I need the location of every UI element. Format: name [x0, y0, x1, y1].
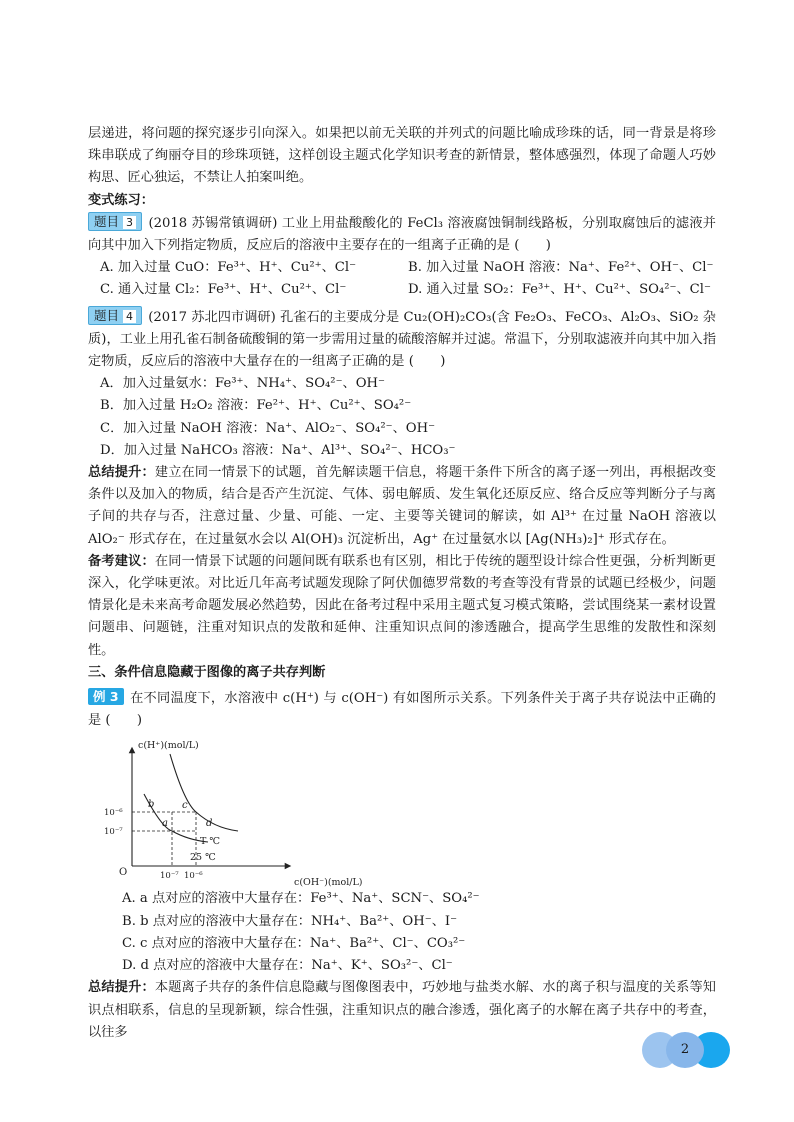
option-d: D．加入过量 NaHCO₃ 溶液：Na⁺、Al³⁺、SO₄²⁻、HCO₃⁻ — [100, 442, 456, 458]
document-body — [88, 123, 716, 1044]
question-4 — [88, 306, 716, 462]
example-3 — [88, 688, 716, 977]
exam-advice: 备考建议：在同一情景下试题的问题间既有联系也有区别，相比于传统的题型设计综合性更强，分析判断更深入，化学味更浓。对比近几年高考试题发现除了阿伏伽德罗常数的考查等没有背景的试题已经极少，问题情景化是未来高考命题发展必然趋势，因此在备考过程中采用主题式复习模式策略，尝试围绕某一素材设置问题串、问题链，注重对知识点的发散和延伸、注重知识点间的渗透融合，提高学生思维的发散性和深刻性。 — [88, 553, 716, 658]
series-label-25c: 25 ℃ — [190, 852, 216, 864]
question-4-text: (2017 苏北四市调研) 孔雀石的主要成分是 Cu₂(OH)₂CO₃(含 Fe₂O₃、FeCO₃、Al₂O₃、SiO₂ 杂质)，工业上用孔雀石制备硫酸铜的第一步需用过量的硫酸溶解并过滤。常温下，分别取滤液并向其中加入指定物质，反应后的溶液中大量存在的一组离子正确的是 ( ) — [88, 309, 716, 370]
summary-label: 总结提升： — [88, 980, 155, 996]
variant-heading: 变式练习： — [88, 192, 154, 208]
option-b: B. b 点对应的溶液中大量存在：NH₄⁺、Ba²⁺、OH⁻、I⁻ — [122, 913, 458, 929]
point-label-b: b — [148, 799, 155, 811]
page-number: 2 — [680, 1042, 690, 1057]
point-label-c: c — [182, 800, 188, 812]
page-number-badge — [642, 1032, 752, 1070]
option-c: C．加入过量 NaOH 溶液：Na⁺、AlO₂⁻、SO₄²⁻、OH⁻ — [100, 420, 436, 436]
option-a: A．加入过量氨水：Fe³⁺、NH₄⁺、SO₄²⁻、OH⁻ — [100, 376, 386, 392]
option-a: A. a 点对应的溶液中大量存在：Fe³⁺、Na⁺、SCN⁻、SO₄²⁻ — [122, 891, 480, 907]
y-axis-label: c(H⁺)(mol/L) — [138, 740, 199, 752]
y-tick-label: 10⁻⁶ — [104, 808, 123, 819]
intro-paragraph: 层递进，将问题的探究逐步引向深入。如果把以前无关联的并列式的问题比喻成珍珠的话，同一背景是将珍珠串联成了绚丽夺目的珍珠项链，这样创设主题式化学知识考查的新情景，整体感强烈，体现了命题人巧妙构思、匠心独运，不禁让人拍案叫绝。 — [88, 126, 716, 186]
x-tick-label: 10⁻⁶ — [184, 871, 203, 882]
question-tag: 题目 4 — [88, 306, 142, 325]
example-3-text: 在不同温度下，水溶液中 c(H⁺) 与 c(OH⁻) 有如图所示关系。下列条件关于离子共存说法中正确的是 ( ) — [88, 691, 716, 729]
x-axis-label: c(OH⁻)(mol/L) — [294, 877, 363, 889]
summary-label: 总结提升： — [88, 465, 155, 481]
ph-temperature-chart — [104, 736, 410, 889]
summary-1: 总结提升：建立在同一情景下的试题，首先解读题干信息，将题干条件下所含的离子逐一列出，再根据改变条件以及加入的物质，结合是否产生沉淀、气体、弱电解质、发生氧化还原反应、络合反应等判断分子与离子间的共存与否，注意过量、少量、可能、一定、主要等关键词的解读，如 Al³⁺ 在过量 NaOH 溶液以 AlO₂⁻ 形式存在，在过量氨水会以 Al(OH)₃ 沉淀析出，Ag⁺ 在过量氨水以 [Ag(NH₃)₂]⁺ 形式存在。 — [88, 465, 716, 547]
option-b: B. 加入过量 NaOH 溶液：Na⁺、Fe²⁺、OH⁻、Cl⁻ — [408, 260, 714, 276]
example-tag: 例 3 — [88, 688, 124, 705]
series-label-t: T ℃ — [200, 836, 220, 848]
origin-label: O — [119, 867, 128, 879]
option-b: B．加入过量 H₂O₂ 溶液：Fe²⁺、H⁺、Cu²⁺、SO₄²⁻ — [100, 398, 412, 414]
point-label-a: a — [162, 818, 168, 830]
chart-svg — [104, 736, 410, 889]
option-d: D. 通入过量 SO₂：Fe³⁺、H⁺、Cu²⁺、SO₄²⁻、Cl⁻ — [408, 282, 711, 298]
option-c: C. c 点对应的溶液中大量存在：Na⁺、Ba²⁺、Cl⁻、CO₃²⁻ — [122, 935, 466, 951]
x-tick-label: 10⁻⁷ — [160, 871, 179, 882]
question-tag: 题目 3 — [88, 212, 142, 231]
point-label-d: d — [206, 818, 213, 830]
option-c: C. 通入过量 Cl₂：Fe³⁺、H⁺、Cu²⁺、Cl⁻ — [100, 282, 347, 298]
question-3-text: (2018 苏锡常镇调研) 工业上用盐酸酸化的 FeCl₃ 溶液腐蚀铜制线路板，分别取腐蚀后的滤液并向其中加入下列指定物质，反应后的溶液中主要存在的一组离子正确的是 ( ) — [88, 215, 716, 254]
y-tick-label: 10⁻⁷ — [104, 827, 123, 838]
question-3 — [88, 212, 716, 302]
summary-2: 总结提升：本题离子共存的条件信息隐藏与图像图表中，巧妙地与盐类水解、水的离子积与温度的关系等知识点相联系，信息的呈现新颖，综合性强，注重知识点的融合渗透，强化离子的水解在离子共存中的考查，以往多 — [88, 980, 716, 1040]
option-a: A. 加入过量 CuO：Fe³⁺、H⁺、Cu²⁺、Cl⁻ — [100, 260, 357, 276]
section-3-heading: 三、条件信息隐藏于图像的离子共存判断 — [88, 664, 326, 680]
option-d: D. d 点对应的溶液中大量存在：Na⁺、K⁺、SO₃²⁻、Cl⁻ — [122, 958, 453, 974]
series-t-curve — [170, 754, 238, 831]
advice-label: 备考建议： — [88, 553, 155, 569]
